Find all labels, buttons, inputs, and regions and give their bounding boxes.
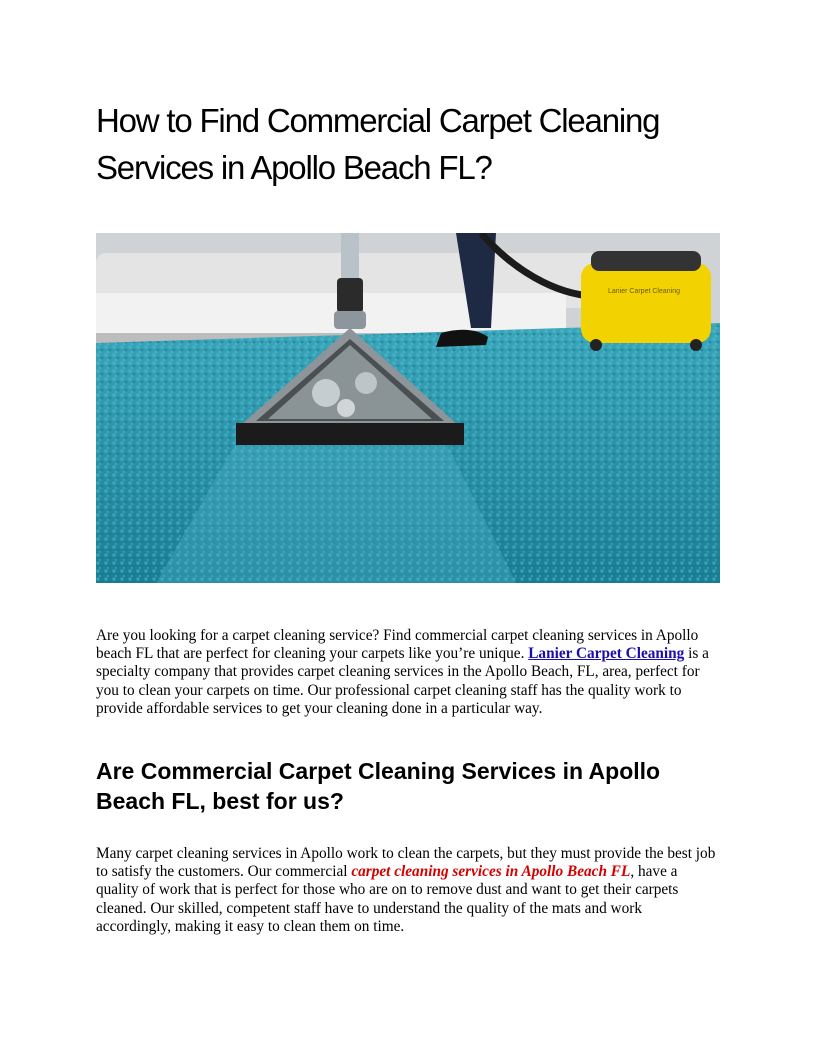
- body-text-after: , have a quality of work that is perfect for those who are on to remove dust and want to get their carpets cleaned. Our skilled, competent staff have to understand the quality of the mats and work accordingly, making it easy to clean them on time.: [96, 863, 679, 935]
- intro-text-before: Are you looking for a carpet cleaning service? Find commercial carpet cleaning services in Apollo beach FL that are perfect for cleaning your carpets like you’re unique.: [96, 627, 699, 663]
- body-paragraph: [96, 845, 720, 936]
- intro-paragraph: [96, 627, 720, 718]
- lanier-carpet-cleaning-link[interactable]: Lanier Carpet Cleaning: [528, 645, 685, 663]
- carpet-cleaning-illustration: [96, 233, 720, 583]
- machine-label: Lanier Carpet Cleaning: [608, 288, 680, 295]
- body-text-before: Many carpet cleaning services in Apollo work to clean the carpets, but they must provide the best job to satisfy the customers. Our commercial: [96, 845, 716, 881]
- section-heading: Are Commercial Carpet Cleaning Services in Apollo Beach FL, best for us?: [96, 758, 661, 814]
- page-title: How to Find Commercial Carpet Cleaning Services in Apollo Beach FL?: [96, 102, 660, 186]
- emphasized-service-text: carpet cleaning services in Apollo Beach FL: [351, 863, 631, 881]
- extractor-machine: [581, 251, 711, 351]
- intro-text-after: is a specialty company that provides carpet cleaning services in the Apollo Beach, FL, area, perfect for you to clean your carpets on time. Our professional carpet cleaning staff has the quality work to provide affordable services to get your cleaning done in a particular way.: [96, 645, 709, 717]
- carpet-cleaning-photo: [96, 233, 720, 583]
